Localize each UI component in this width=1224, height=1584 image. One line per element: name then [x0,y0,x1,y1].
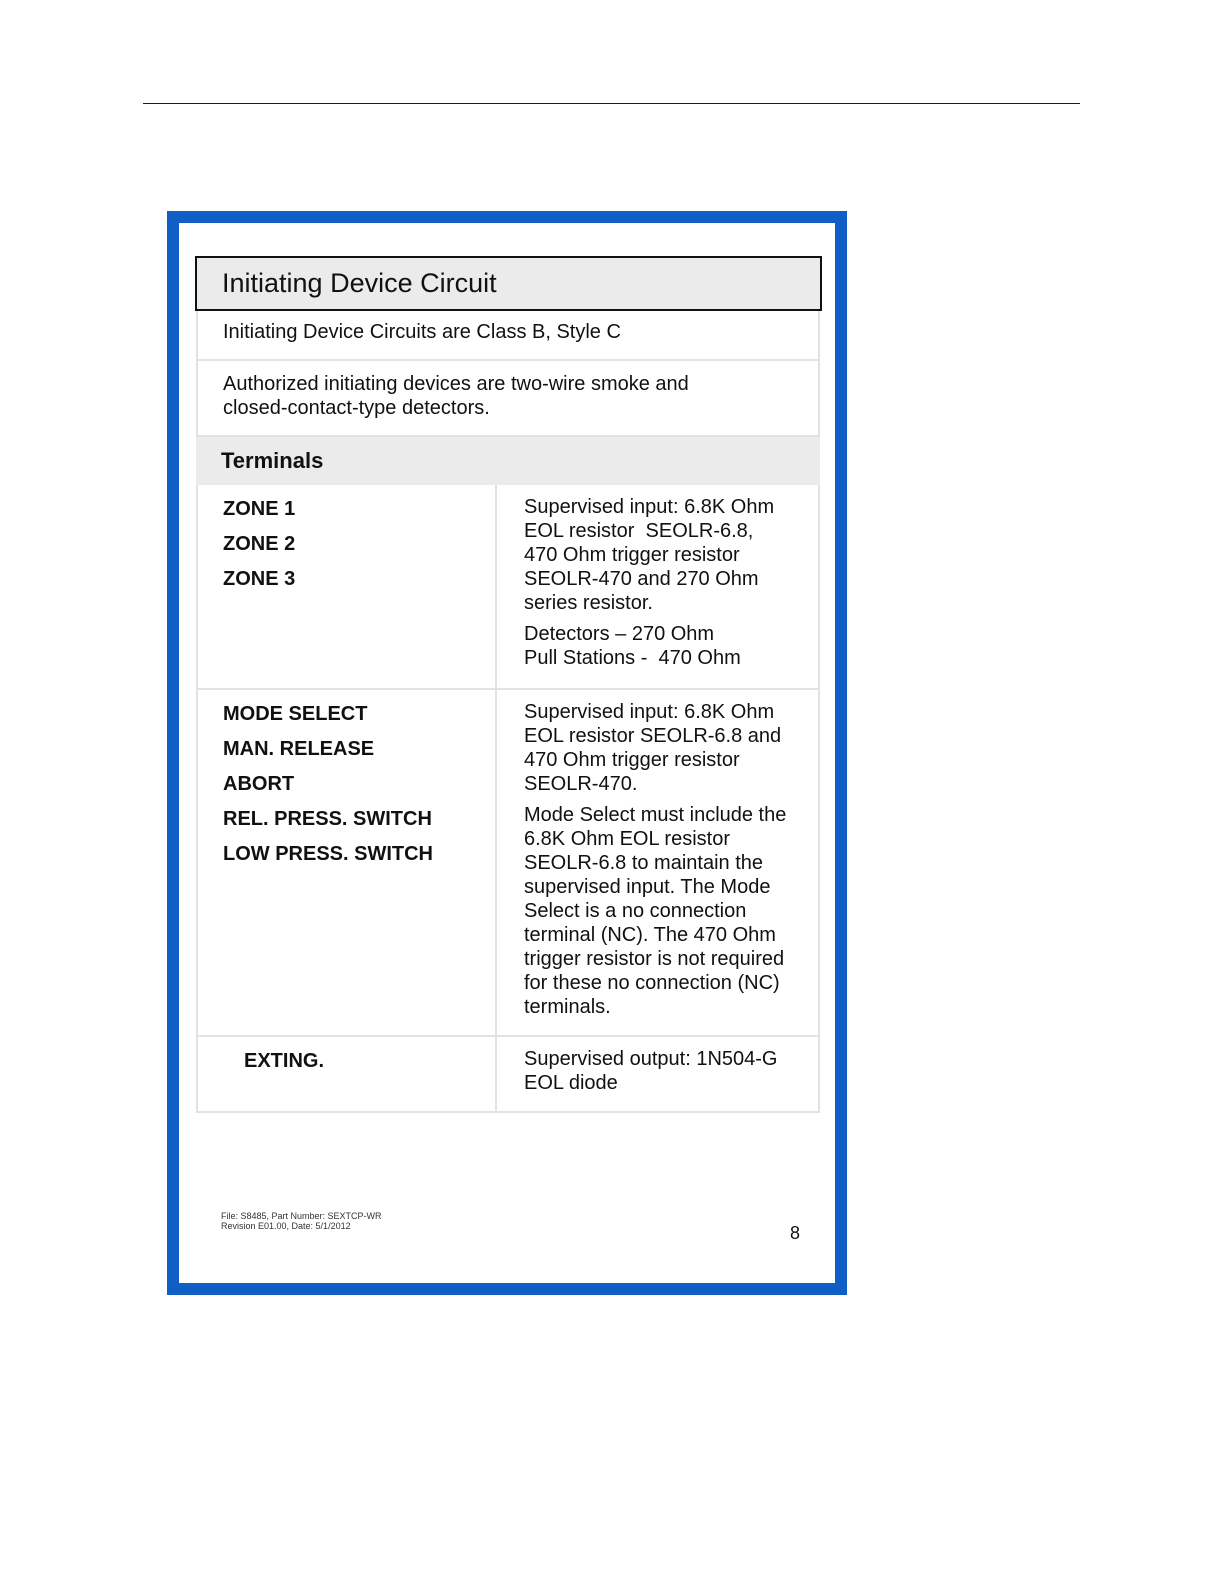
desc-line: Pull Stations - 470 Ohm [524,647,741,669]
description-paragraph [524,803,814,1019]
desc-line: Detectors – 270 Ohm [524,623,715,645]
terminal-label: ABORT [223,773,295,795]
column-divider [495,690,497,1035]
terminal-label: LOW PRESS. SWITCH [223,843,433,865]
desc-line: Mode Select must include the [524,804,787,826]
desc-line: 6.8K Ohm EOL resistor [524,828,730,850]
desc-line: trigger resistor is not required [524,948,785,970]
file-info [221,1211,382,1231]
desc-line: terminals. [524,996,611,1018]
desc-line: Supervised output: 1N504-G [524,1048,778,1070]
card-title: Initiating Device Circuit [195,256,822,311]
desc-line: 470 Ohm trigger resistor [524,544,740,566]
column-divider [495,485,497,688]
terminal-label: MODE SELECT [223,703,368,725]
terminal-label: ZONE 1 [223,498,296,520]
desc-line: terminal (NC). The 470 Ohm [524,924,776,946]
page-number: 8 [790,1223,801,1243]
desc-line: for these no connection (NC) [524,972,780,994]
terminal-label: REL. PRESS. SWITCH [223,808,432,830]
desc-line: 470 Ohm trigger resistor [524,749,740,771]
terminal-list [223,702,433,877]
description-paragraph [524,700,814,796]
desc-line: EOL diode [524,1072,618,1094]
file-info-line-2: Revision E01.00, Date: 5/1/2012 [221,1221,351,1231]
terminal-row-exting [196,1037,820,1113]
desc-line: SEOLR-470 and 270 Ohm [524,568,759,590]
desc-line: Select is a no connection [524,900,747,922]
terminal-description [524,495,814,677]
description-paragraph [524,1047,814,1095]
authorized-line-1: Authorized initiating devices are two-wire smoke and [223,373,689,395]
desc-line: EOL resistor SEOLR-6.8 and [524,725,782,747]
desc-line: supervised input. The Mode [524,876,771,898]
terminals-heading: Terminals [196,437,820,485]
desc-line: Supervised input: 6.8K Ohm [524,701,775,723]
terminal-label: ZONE 3 [223,568,296,590]
desc-line: EOL resistor SEOLR-6.8, [524,520,754,542]
terminal-label: MAN. RELEASE [223,738,375,760]
terminal-description [524,700,814,1026]
authorized-line-2: closed-contact-type detectors. [223,397,490,419]
terminal-label: ZONE 2 [223,533,296,555]
terminal-row-zones [196,485,820,690]
terminal-list [223,497,295,602]
terminal-label: EXTING. [244,1050,325,1072]
desc-line: Supervised input: 6.8K Ohm [524,496,775,518]
description-paragraph [524,622,814,670]
description-paragraph [524,495,814,615]
terminal-description [524,1047,814,1102]
top-horizontal-rule [143,103,1080,104]
file-info-line-1: File: S8485, Part Number: SEXTCP-WR [221,1211,382,1221]
desc-line: SEOLR-6.8 to maintain the [524,852,764,874]
class-style-row: Initiating Device Circuits are Class B, Style C [196,311,820,361]
authorized-devices-row [196,361,820,437]
reference-card [167,211,847,1295]
desc-line: SEOLR-470. [524,773,638,795]
column-divider [495,1037,497,1111]
terminal-row-controls [196,690,820,1037]
desc-line: series resistor. [524,592,653,614]
terminal-list [244,1049,324,1084]
